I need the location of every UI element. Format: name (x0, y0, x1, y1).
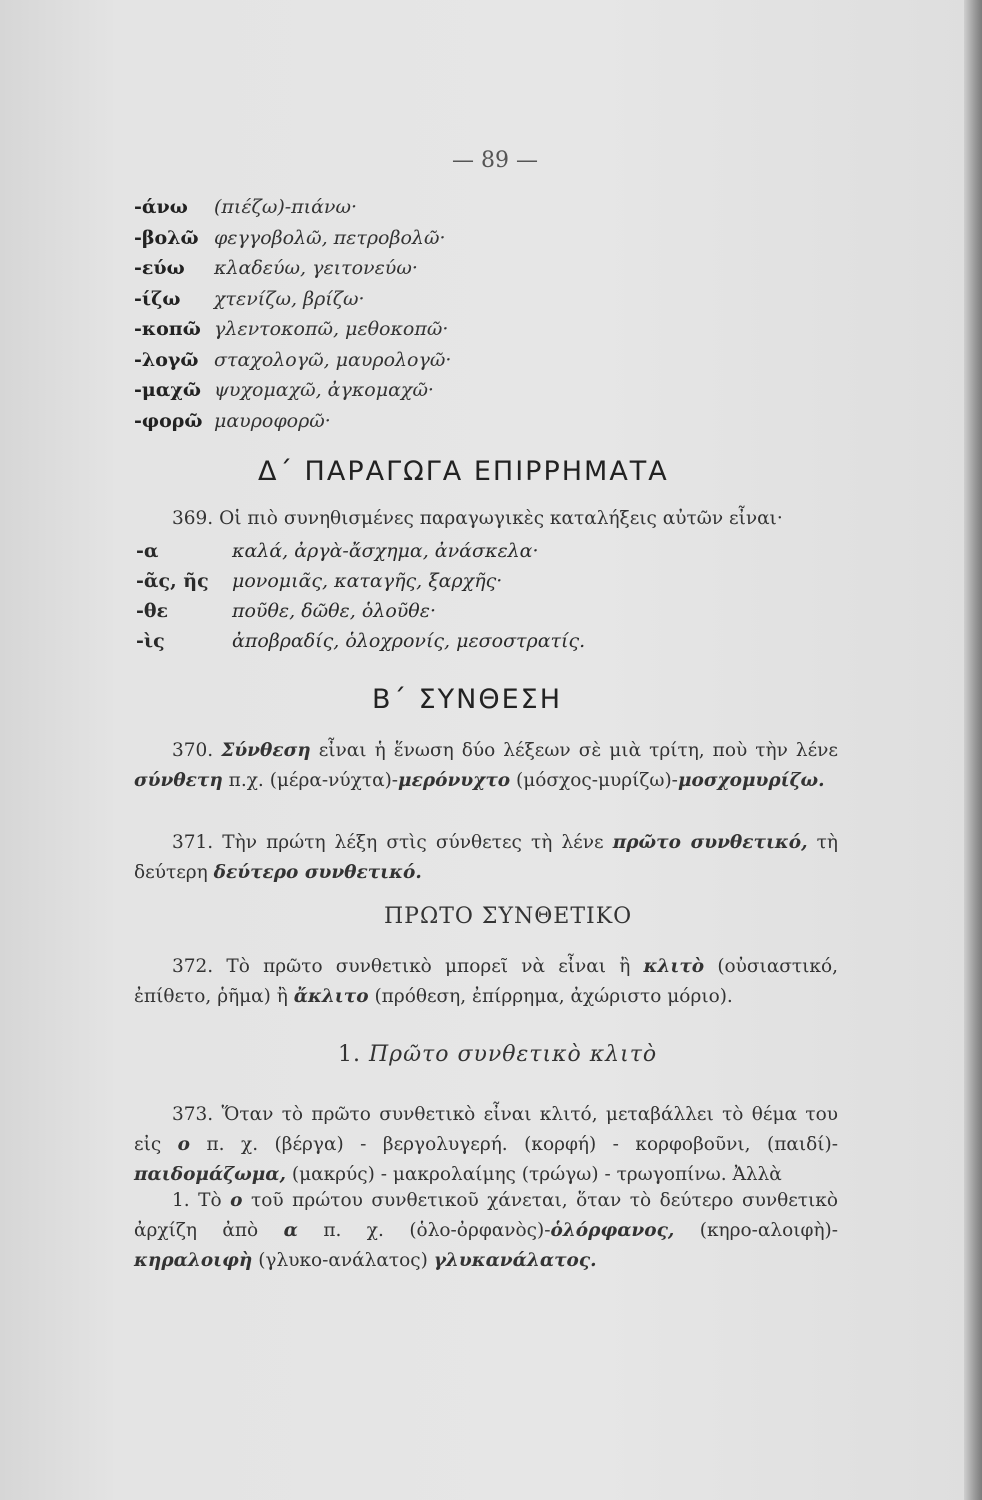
example-word: μερόνυχτο (398, 770, 511, 791)
paragraph-text: Ὅταν τὸ πρῶτο συνθετικὸ εἶναι κλιτό, μεταβάλλει τὸ θέμα του εἰς (134, 1104, 838, 1155)
ending: -φορῶ (134, 409, 203, 432)
section-heading-first-component: ΠΡΩΤΟ ΣΥΝΘΕΤΙΚΟ (384, 904, 633, 929)
ending-row (134, 318, 451, 349)
subsection-title: Πρῶτο συνθετικὸ κλιτὸ (369, 1042, 658, 1067)
term-uninflected: ἄκλιτο (293, 986, 369, 1007)
ending-examples: μαυροφορῶ· (214, 409, 331, 432)
paragraph-text: (μακρύς) - μακρολαίμης (τρώγω) - τρωγοπίνω. Ἀλλὰ (285, 1164, 782, 1185)
paragraph-text: τοῦ πρώτου συνθετικοῦ χάνεται, ὅταν τὸ δεύτερο συνθετικὸ ἀρχίζη ἀπὸ (134, 1190, 838, 1241)
ending-examples: κλαδεύω, γειτονεύω· (214, 257, 418, 279)
ending: -άνω (134, 196, 188, 218)
paragraph-number: 1. (172, 1190, 190, 1211)
paragraph-text: εἶναι ἡ ἕνωση δύο λέξεων σὲ μιὰ τρίτη, ποὺ τὴν λένε (310, 740, 838, 761)
ending-examples: σταχολογῶ, μαυρολογῶ· (214, 348, 452, 371)
paragraph-text: (μόσχος-μυρίζω)- (510, 770, 678, 791)
ending: -λογῶ (134, 348, 199, 371)
paragraph-369 (134, 504, 838, 534)
ending-row (134, 349, 451, 380)
subsection-heading (338, 1042, 657, 1067)
term-inflected: κλιτὸ (643, 956, 705, 977)
paragraph-text: π. χ. (βέργα) - βεργολυγερή. (κορφή) - κορφοβοῦνι, (παιδί)- (190, 1134, 838, 1155)
example-word: ὁλόρφανος, (550, 1220, 675, 1241)
adverb-ending: -ᾶς, ῆς (136, 570, 209, 592)
paragraph-370 (134, 736, 838, 796)
term-first-component: πρῶτο συνθετικό, (612, 832, 808, 853)
paragraph-text: Τὸ (189, 1190, 231, 1211)
adverb-ending-row (136, 570, 502, 592)
paragraph-text: (οὐσιαστικό, ἐπίθετο, ῥῆμα) ἢ (134, 956, 839, 1007)
term-second-component: δεύτερο συνθετικό. (213, 862, 422, 883)
example-word: κηραλοιφὴ (134, 1250, 253, 1271)
paragraph-text: π. χ. (ὁλο-ὀρφανὸς)- (297, 1220, 551, 1241)
example-word: γλυκανάλατος. (433, 1250, 597, 1271)
ending-examples: φεγγοβολῶ, πετροβολῶ· (214, 226, 446, 249)
adverb-ending-row (136, 630, 585, 652)
paragraph-text: Τὴν πρώτη λέξη στὶς σύνθετες τὴ λένε (213, 832, 613, 853)
adverb-ending: -ὶς (136, 630, 165, 652)
adverb-ending-row (136, 600, 436, 622)
ending-examples: ψυχομαχῶ, ἀγκομαχῶ· (214, 379, 434, 401)
adverb-ending: -θε (136, 600, 169, 622)
paragraph-text: (κηρο-αλοιφὴ)- (674, 1220, 839, 1241)
paragraph-373 (134, 1100, 838, 1190)
letter-o: ο (230, 1190, 243, 1211)
paragraph-number: 372. (172, 956, 214, 977)
example-word: παιδομάζωμα, (134, 1164, 286, 1185)
paragraph-number: 371. (172, 832, 214, 853)
adverb-examples: ποῦθε, δῶθε, ὁλοῦθε· (232, 600, 436, 622)
paragraph-371 (134, 828, 838, 888)
ending-examples: χτενίζω, βρίζω· (214, 287, 365, 310)
adverb-examples: ἀποβραδίς, ὁλοχρονίς, μεσοστρατίς. (232, 630, 586, 652)
adverb-examples: καλά, ἀργὰ-ἄσχημα, ἀνάσκελα· (232, 540, 539, 562)
paragraph-text: Οἱ πιὸ συνηθισμένες παραγωγικὲς καταλήξεις αὐτῶν εἶναι· (219, 508, 783, 529)
paragraph-number: 370. (172, 740, 214, 761)
ending-row (134, 288, 451, 319)
paragraph-text: π.χ. (μέρα-νύχτα)- (222, 770, 399, 791)
term-compound: σύνθετη (134, 770, 223, 791)
ending-row (134, 379, 451, 410)
letter-o: ο (177, 1134, 191, 1155)
paragraph-number: 369. (172, 508, 214, 529)
letter-a: α (283, 1220, 298, 1241)
subsection-number: 1. (338, 1042, 361, 1067)
ending-row (134, 196, 451, 227)
paragraph-372 (134, 952, 838, 1012)
paragraph-text: (γλυκο-ανάλατος) (252, 1250, 434, 1271)
paragraph-number: 373. (172, 1104, 214, 1125)
paragraph-text: Τὸ πρῶτο συνθετικὸ μπορεῖ νὰ εἶναι ἢ (213, 956, 644, 977)
adverb-examples: μονομιᾶς, καταγῆς, ξαρχῆς· (232, 570, 503, 592)
page-number: — 89 — (452, 148, 538, 173)
ending: -βολῶ (134, 226, 199, 249)
paragraph-text: τὴ δεύτερη (134, 832, 838, 883)
ending-row (134, 257, 451, 288)
ending-row (134, 410, 451, 441)
example-word: μοσχομυρίζω. (677, 770, 825, 791)
ending: -εύω (134, 257, 185, 279)
ending-examples: γλεντοκοπῶ, μεθοκοπῶ· (214, 318, 449, 340)
ending: -ίζω (134, 287, 181, 310)
book-spine-edge (964, 0, 982, 1500)
ending: -μαχῶ (134, 379, 202, 401)
verb-endings-list (134, 196, 451, 440)
paragraph-text: (πρόθεση, ἐπίρρημα, ἀχώριστο μόριο). (368, 986, 733, 1007)
ending: -κοπῶ (134, 318, 201, 340)
ending-examples: (πιέζω)-πιάνω· (214, 196, 358, 218)
adverb-ending-row (136, 540, 539, 562)
adverb-ending: -α (136, 540, 159, 562)
section-heading-composition: Β΄ ΣΥΝΘΕΣΗ (372, 684, 563, 715)
term-synthesis: Σύνθεση (221, 740, 311, 761)
section-heading-derived-adverbs: Δ΄ ΠΑΡΑΓΩΓΑ ΕΠΙΡΡΗΜΑΤΑ (258, 456, 669, 487)
paragraph-373-1 (134, 1186, 838, 1276)
ending-row (134, 227, 451, 258)
